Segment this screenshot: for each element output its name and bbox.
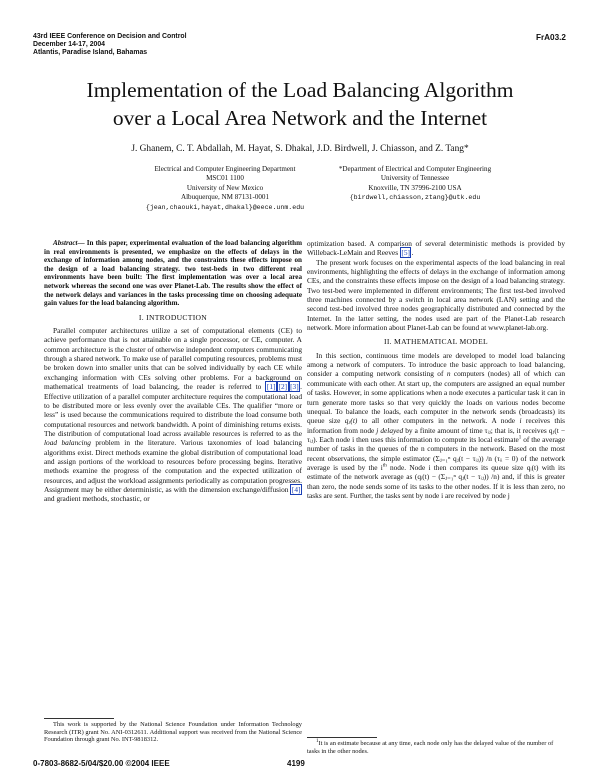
section-heading-model: II. MATHEMATICAL MODEL [384, 337, 488, 347]
affil-left-msc: MSC01 1100 [206, 174, 244, 183]
citation-link[interactable]: [5] [401, 248, 410, 258]
affil-left-dept: Electrical and Computer Engineering Department [154, 165, 296, 173]
conference-name: 43rd IEEE Conference on Decision and Control [33, 33, 187, 40]
model-text-f: of the average number of tasks in the queues of the n computers in the network. Based on the most recent observations, the simple estimator (Σⱼ₌₁ⁿ qⱼ(t − τᵢⱼ)) /n (τᵢᵢ = 0) of the network average is used by the i [307, 434, 565, 472]
citation-link[interactable]: [2] [278, 382, 288, 392]
intro-text-a: Parallel computer architectures utilize a set of computational elements (CE) to achieve performance that is not attainable on a single processor, or CE, computer. A common architecture is the cluster of otherwise independent computers communicating through a shared network. To make use of parallel computing resources, problems must be broken down into smaller units that can be solved individually by each CE while exchanging information with CEs solving other problems. For a background on mathematical treatments of load balancing, the reader is referred to [44, 326, 302, 392]
model-text-b: computers (nodes) all of which can communicate with each other. At start up, the computers are assigned an equal number of tasks. However, in some applications when a node executes a particular task it can in turn generate more tasks so that very quickly the loads on various nodes become unequal. To balance the loads, each computer in the network sends (broadcasts) its queue size [307, 369, 565, 426]
page-number: 4199 [287, 759, 305, 768]
cont-text-b: . [411, 248, 414, 258]
footnote-1: $^1$It is an estimate because at any time, each node only has the delayed value of the number of tasks in the other nodes. [307, 738, 554, 755]
model-text-e: by a finite amount of time τᵢⱼ; that is, it receives qⱼ(t − τᵢⱼ). Each node i then uses this information to compute its local estimate [307, 425, 565, 444]
intro-text-c: problem in the literature. Various taxonomies of load balancing algorithms exist. Direct methods examine the global distribution of computational load and assign portions of the workload to resources before processing begins. Iterative methods examine the progress of the computation and the expected utilization of resources, and adjust the workload assignments periodically as computation progresses. Assignment may be either deterministic, as with the dimension exchange/diffusion [44, 438, 302, 494]
affil-left-univ: University of New Mexico [186, 183, 264, 192]
math-queue: qⱼ(t) [344, 416, 358, 426]
math-n: n [446, 369, 451, 379]
intro-text-b: . Effective utilization of a parallel computer architecture requires the computational load to be distributed more or less evenly over the available CEs. The qualifier “more or less” is used because the communications required to distribute the load consume both computational resources and network bandwidth. A point of diminishing returns exists. The distribution of computational load across available resources is referred to as the [44, 382, 302, 438]
footnote-support: This work is supported by the National Science Foundation under Information Technology Research (ITR) grant No. ANI-0312611. Additional support was received from the National Science Foundation through grant No. INT-9818312. [44, 721, 302, 744]
isbn-copyright: 0-7803-8682-5/04/$20.00 ©2004 IEEE [33, 759, 170, 768]
conference-header [33, 33, 187, 58]
conference-location: Atlantis, Paradise Island, Bahamas [33, 49, 148, 57]
right-column [307, 239, 565, 500]
intro-emphasis: load balancing [44, 438, 91, 448]
affil-right-univ: University of Tennessee [380, 174, 450, 183]
affil-left-city: Albuquerque, NM 87131-0001 [180, 193, 270, 202]
intro-paragraph [44, 326, 302, 504]
author-list: J. Ghanem, C. T. Abdallah, M. Hayat, S. Dhakal, J.D. Birdwell, J. Chiasson, and Z. Tang* [131, 144, 469, 154]
superscript-th: th [382, 463, 387, 469]
model-emphasis: delayed [380, 425, 404, 435]
math-j: j [376, 425, 379, 435]
affil-right-dept: *Department of Electrical and Computer Engineering [338, 165, 492, 173]
intro-continuation [307, 239, 565, 258]
model-text-a: In this section, continuous time models are developed to model load balancing among a network of computers. To introduce the basic approach to load balancing, consider a computing network consisting of [307, 350, 565, 379]
cont-text-a: optimization based. A comparison of several deterministic methods is provided by Willeback-LeMain and Reeves [307, 239, 565, 258]
testbed-paragraph: The present work focuses on the experimental aspects of the load balancing in real environments, highlighting the effects of delays in the exchange of information among CEs, and the constraints these effects impose on the design of a load balancing strategy. Two test-bed were implemented in different environments; The first test-bed involved three machines connected by a switch in local area network (LAN) setting and the second test-bed involved three nodes geographically distributed and connected by the Internet. In the latter setting, the nodes used are part of the Planet-Lab research network. More information about Planet-Lab can be found at www.planet-lab.org. [307, 257, 565, 333]
citation-link[interactable]: [4] [291, 484, 301, 494]
affiliation-unm [120, 165, 330, 212]
paper-id: FrA03.2 [535, 33, 566, 42]
model-text-c: to all other computers in the network. A node [357, 416, 520, 426]
left-column [44, 239, 302, 504]
model-text-d: receives this information from node [307, 416, 565, 435]
section-heading-introduction: I. INTRODUCTION [138, 312, 208, 322]
citation-link[interactable]: [1] [266, 382, 276, 392]
affiliation-utk [305, 165, 525, 203]
conference-dates: December 14-17, 2004 [33, 41, 106, 49]
intro-text-d: and gradient methods, stochastic, or [44, 494, 150, 504]
citation-link[interactable]: [3] [290, 382, 299, 392]
affil-left-email: {jean,chaouki,hayat,dhakal}@eece.unm.edu [145, 203, 305, 211]
abstract-label: Abstract [53, 239, 78, 247]
affil-right-email: {birdwell,chiasson,ztang}@utk.edu [349, 194, 481, 202]
affil-right-city: Knoxville, TN 37996-2100 USA [368, 183, 462, 192]
model-paragraph [307, 351, 565, 501]
title-line-2: over a Local Area Network and the Internet [112, 106, 488, 130]
abstract-text: — In this paper, experimental evaluation of the load balancing algorithm in real environments is presented, we emphasize on the effects of delays in the exchange of information among nodes, and the constraints these effects impose on the design of a load balancing strategy. two test-beds in two different real environments have been built: The first implementation was over a local area network whereas the second one was over Planet-Lab. The results show the effect of the network delays and variances in the tasks processing time on choosing adequate gain values for the load balancing algorithm. [44, 239, 302, 308]
title-line-1: Implementation of the Load Balancing Algorithm [86, 78, 514, 102]
footnote-rule-right [307, 737, 377, 738]
math-i: i [519, 416, 522, 426]
paper-title [30, 76, 570, 132]
footnote-marker: 1 [518, 435, 522, 441]
footnote-1-text: It is an estimate because at any time, each node only has the delayed value of the number of tasks in the other nodes. [307, 740, 554, 755]
abstract [44, 239, 302, 308]
footnote-rule-left [44, 718, 114, 719]
model-text-g: node. Node i then compares its queue size qᵢ(t) with its estimate of the network average as (qᵢ(t) − (Σⱼ₌₁ⁿ qⱼ(t − τᵢⱼ)) /n) and, if this is greater than zero, the node sends some of its tasks to the other nodes. If it is less than zero, no tasks are sent. Further, the tasks sent by node i are received by node j [307, 462, 565, 500]
